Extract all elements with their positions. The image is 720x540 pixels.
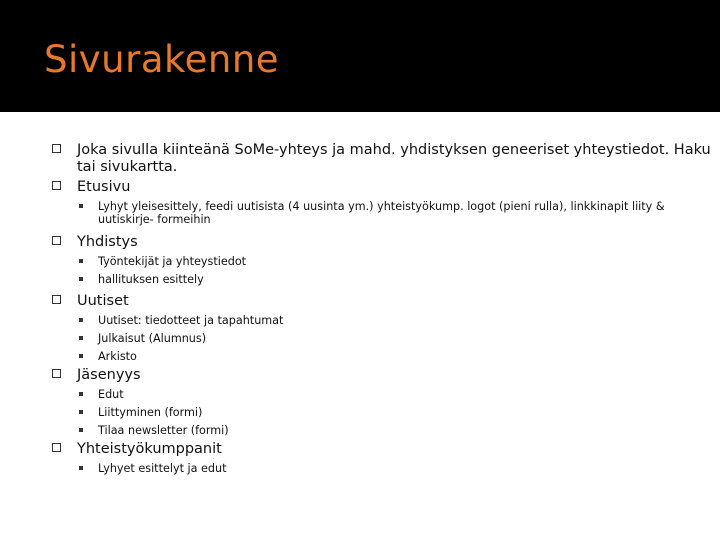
filled-square-bullet-icon	[79, 259, 83, 263]
list-item	[0, 293, 720, 310]
list-item	[0, 179, 720, 196]
list-item-text: Uutiset	[77, 293, 129, 309]
sub-list-item-text: Julkaisut (Alumnus)	[98, 332, 207, 345]
sub-list-item-text: Edut	[98, 388, 124, 401]
filled-square-bullet-icon	[79, 354, 83, 358]
slide-title: Sivurakenne	[44, 38, 280, 81]
filled-square-bullet-icon	[79, 410, 83, 414]
sub-list-item-text: Lyhyet esittelyt ja edut	[98, 462, 227, 475]
sub-list-item	[0, 332, 720, 345]
sub-list-item-text: Työntekijät ja yhteystiedot	[98, 255, 247, 268]
list-item	[0, 234, 720, 251]
square-bullet-icon	[52, 369, 61, 378]
square-bullet-icon	[52, 181, 61, 190]
sub-list-item	[0, 462, 720, 475]
list-item	[0, 441, 720, 458]
sub-list-item	[0, 200, 720, 226]
sub-list-item	[0, 424, 720, 437]
sub-list-item-text: Tilaa newsletter (formi)	[98, 424, 229, 437]
sub-list-item	[0, 273, 720, 286]
square-bullet-icon	[52, 295, 61, 304]
sub-list	[0, 388, 720, 437]
list-item-text: Etusivu	[77, 179, 131, 195]
list-item-text: Yhteistyökumppanit	[77, 441, 222, 457]
sub-list-item	[0, 350, 720, 363]
sub-list-item	[0, 406, 720, 419]
sub-list-item-text: Liittyminen (formi)	[98, 406, 203, 419]
sub-list-item	[0, 388, 720, 401]
square-bullet-icon	[52, 144, 61, 153]
sub-list-item	[0, 255, 720, 268]
filled-square-bullet-icon	[79, 318, 83, 322]
filled-square-bullet-icon	[79, 392, 83, 396]
square-bullet-icon	[52, 236, 61, 245]
list-item-text: Jäsenyys	[77, 367, 141, 383]
sub-list	[0, 200, 720, 226]
sub-list-item-text: Arkisto	[98, 350, 137, 363]
filled-square-bullet-icon	[79, 204, 83, 208]
filled-square-bullet-icon	[79, 336, 83, 340]
sub-list-item-text: Uutiset: tiedotteet ja tapahtumat	[98, 314, 284, 327]
sub-list-item-text: hallituksen esittely	[98, 273, 204, 286]
sub-list	[0, 462, 720, 475]
filled-square-bullet-icon	[79, 466, 83, 470]
sub-list	[0, 255, 720, 286]
bullet-list	[0, 142, 720, 475]
list-item-text: Yhdistys	[77, 234, 138, 250]
filled-square-bullet-icon	[79, 277, 83, 281]
sub-list-item-text: Lyhyt yleisesittely, feedi uutisista (4 uusinta ym.) yhteistyökump. logot (pieni rulla), linkkinapit liity & uutiskirje- formeihin	[98, 200, 665, 226]
filled-square-bullet-icon	[79, 428, 83, 432]
list-item-text: Joka sivulla kiinteänä SoMe-yhteys ja mahd. yhdistyksen geneeriset yhteystiedot. Haku tai sivukartta.	[77, 142, 711, 175]
sub-list	[0, 314, 720, 363]
square-bullet-icon	[52, 443, 61, 452]
sub-list-item	[0, 314, 720, 327]
list-item	[0, 142, 720, 176]
list-item	[0, 367, 720, 384]
